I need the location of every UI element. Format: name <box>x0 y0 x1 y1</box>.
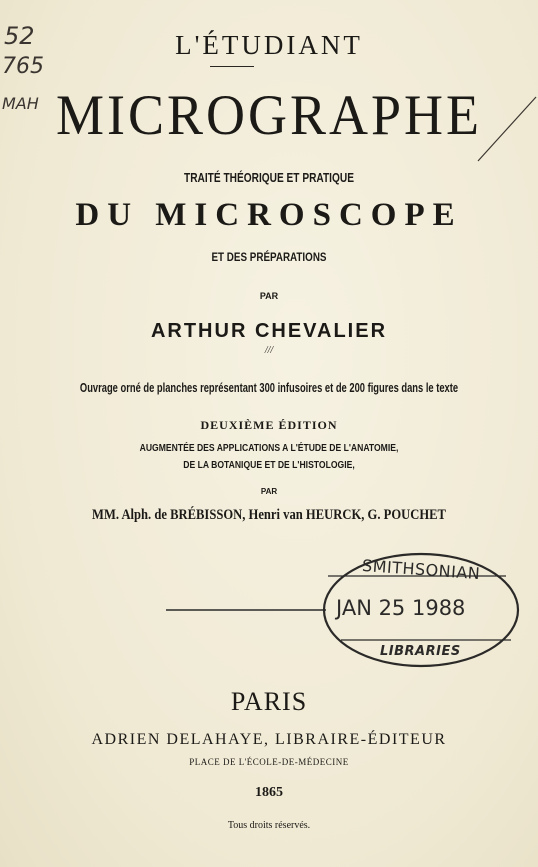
edition-label: DEUXIÈME ÉDITION <box>200 418 338 432</box>
margin-note-2: 765 <box>2 54 44 79</box>
stamp-date: JAN 25 1988 <box>336 596 466 620</box>
imprint-city: PARIS <box>230 687 308 716</box>
margin-note-1: 52 <box>4 22 35 50</box>
pencil-slash-mark <box>470 95 538 165</box>
description-line: Ouvrage orné de planches représentant 300 infusoires et de 200 figures dans le texte <box>79 380 459 395</box>
edition-line-1: AUGMENTÉE DES APPLICATIONS A L'ÉTUDE DE L'ANATOMIE, <box>139 443 399 454</box>
title-line-1: L'ÉTUDIANT <box>175 30 363 60</box>
imprint-publisher: ADRIEN DELAHAYE, LIBRAIRE-ÉDITEUR <box>91 731 447 748</box>
subtitle-line-3: ET DES PRÉPARATIONS <box>211 250 327 264</box>
by-label: PAR <box>259 291 279 301</box>
edition-line-2: DE LA BOTANIQUE ET DE L'HISTOLOGIE, <box>183 460 355 471</box>
stamp-bottom-text: LIBRARIES <box>380 644 461 659</box>
margin-note-3: MAH <box>2 94 39 113</box>
stamp-top-text: SMITHSONIAN <box>361 555 481 584</box>
title-divider <box>210 66 254 67</box>
imprint-address: PLACE DE L'ÉCOLE-DE-MÉDECINE <box>189 757 349 767</box>
author-name: ARTHUR CHEVALIER <box>150 320 388 342</box>
contributors: MM. Alph. de BRÉBISSON, Henri van HEURCK, G. POUCHET <box>92 507 446 523</box>
author-mark: /// <box>264 345 274 356</box>
rights-notice: Tous droits réservés. <box>227 820 311 831</box>
title-line-2: MICROGRAPHE <box>55 83 483 147</box>
by-label-2: PAR <box>260 487 278 496</box>
imprint-year: 1865 <box>255 785 283 800</box>
library-stamp <box>166 548 526 678</box>
subtitle-line-1: TRAITÉ THÉORIQUE ET PRATIQUE <box>184 170 354 185</box>
subtitle-line-2: DU MICROSCOPE <box>75 197 463 233</box>
